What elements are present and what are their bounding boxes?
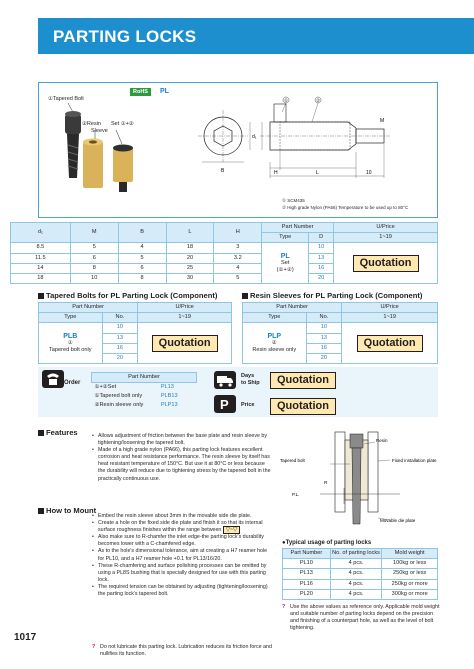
drawing-label-l: L bbox=[316, 170, 319, 176]
info-icon: ? bbox=[282, 604, 286, 610]
cell-d1: 14 bbox=[11, 263, 71, 273]
sleeves-paren: ② bbox=[271, 339, 277, 346]
cell-d: 10 bbox=[309, 243, 334, 253]
sleeves-th-uprice: U/Price bbox=[342, 303, 438, 313]
svg-text:P: P bbox=[220, 397, 229, 412]
list-item: • Made of a high grade nylon (PA66), this parting lock features excellent corrosion and heat resistance performance. The resin sleeve by itself has heat resistant temperature of 150°C. But use it at 80°C or less because the durability will reduce due to tightening stress by the tapered bolt in the practically continuous use. bbox=[92, 447, 272, 482]
drawing-label-h: H bbox=[274, 170, 278, 176]
page-number: 1017 bbox=[14, 632, 37, 643]
sleeves-th-part: Part Number bbox=[243, 303, 342, 313]
cell-d: 13 bbox=[309, 253, 334, 263]
bolts-section-title bbox=[38, 291, 217, 300]
order-desc: ①Tapered bolt only bbox=[94, 393, 143, 400]
cell-d: 20 bbox=[309, 273, 334, 283]
label-set: Set ①+② bbox=[111, 121, 134, 127]
cell-h: 4 bbox=[214, 263, 262, 273]
bolts-no: 16 bbox=[102, 343, 138, 353]
th-type: Type bbox=[262, 233, 309, 243]
usage-th-count: No. of parting locks bbox=[330, 549, 382, 559]
list-item: • Also make sure to R-chamfer the inlet edge-the parting lock's durability becomes lower with a C-chamfered edge. bbox=[92, 534, 272, 548]
cell-l: 18 bbox=[166, 243, 214, 253]
table-row bbox=[92, 383, 197, 393]
usage-note-text: Use the above values as reference only. Applicable mold weight and suitable number of parting locks depend on the precision and finishing of a counterpart hole, as well as the level of bolt tightening. bbox=[290, 604, 440, 632]
features-title-text: Features bbox=[46, 428, 78, 437]
usage-table bbox=[282, 548, 438, 600]
sleeves-no: 10 bbox=[306, 323, 342, 333]
price-quotation-badge: Quotation bbox=[270, 398, 336, 415]
drawing-label-d1: d₁ bbox=[252, 134, 257, 140]
list-item: • These R-chamfering and surface polishing processes can be omitted by using a PL8S bushing that is specially designed for use with this parting lock. bbox=[92, 563, 272, 584]
th-h: H bbox=[214, 223, 262, 243]
usage-cell: 100kg or less bbox=[382, 559, 438, 569]
order-desc: ②Resin sleeve only bbox=[94, 402, 144, 409]
label-tapered-bolt: ①Tapered Bolt bbox=[48, 96, 84, 102]
sleeves-th-type: Type bbox=[243, 313, 307, 323]
main-spec-table bbox=[10, 222, 438, 284]
product-illustration bbox=[50, 100, 140, 195]
bolts-no: 13 bbox=[102, 333, 138, 343]
price-label: Price bbox=[241, 402, 255, 408]
drawing-label-b: B bbox=[221, 168, 225, 174]
bolts-code: PLB bbox=[63, 332, 78, 340]
sleeves-th-range: 1~19 bbox=[342, 313, 438, 323]
sleeves-section-title bbox=[242, 291, 422, 300]
cell-l: 20 bbox=[166, 253, 214, 263]
th-d1: d₁ bbox=[11, 223, 71, 243]
sleeves-no: 16 bbox=[306, 343, 342, 353]
diagram-label-movable: Movable die plate bbox=[380, 518, 416, 523]
diagram-label-resin: Resin bbox=[376, 438, 388, 443]
diagram-label-tapered: Tapered bolt bbox=[280, 458, 305, 463]
sleeves-th-no: No. bbox=[306, 313, 342, 323]
type-set-2: (①+②) bbox=[276, 266, 294, 273]
mount-title-text: How to Mount bbox=[46, 506, 97, 515]
sleeves-type-cell bbox=[243, 323, 307, 364]
usage-cell: 250kg or more bbox=[382, 579, 438, 589]
label-sleeve: Sleeve bbox=[91, 128, 108, 134]
cell-h: 3 bbox=[214, 243, 262, 253]
diagram-label-r: R bbox=[324, 480, 328, 485]
bolts-type-cell bbox=[39, 323, 103, 364]
material-note-2: ② High grade Nylon (PA66) Temperature to be used up to 80°C bbox=[282, 205, 409, 210]
bolts-th-no: No. bbox=[102, 313, 138, 323]
order-table bbox=[91, 372, 197, 410]
th-part-number: Part Number bbox=[262, 223, 334, 233]
bolts-th-range: 1~19 bbox=[138, 313, 232, 323]
bolts-quotation-cell bbox=[138, 323, 232, 364]
drawing-label-2: ② bbox=[316, 98, 321, 103]
cell-l: 25 bbox=[166, 263, 214, 273]
usage-cell: 4 pcs. bbox=[330, 589, 382, 599]
bolts-title-text: Tapered Bolts for PL Parting Lock (Component) bbox=[46, 291, 218, 300]
usage-th-weight: Mold weight bbox=[382, 549, 438, 559]
bolts-th-uprice: U/Price bbox=[138, 303, 232, 313]
cell-d: 16 bbox=[309, 263, 334, 273]
th-l: L bbox=[166, 223, 214, 243]
table-row bbox=[92, 392, 197, 401]
cell-d1: 11.5 bbox=[11, 253, 71, 263]
mount-note-text: Do not lubricate this parting lock. Lubrication reduces its friction force and nullifies its function. bbox=[100, 644, 272, 658]
usage-cell: 250kg or less bbox=[382, 569, 438, 579]
phone-icon bbox=[42, 370, 64, 388]
order-code: PLB13 bbox=[160, 393, 178, 400]
list-item: • The required tension can be obtained by adjusting (tightening/loosening) the parting lock's tapered bolt. bbox=[92, 584, 272, 598]
mount-note bbox=[92, 644, 277, 658]
cell-b: 5 bbox=[118, 253, 166, 263]
usage-cell: PL20 bbox=[283, 589, 331, 599]
sleeves-no: 13 bbox=[306, 333, 342, 343]
usage-cell: PL13 bbox=[283, 569, 331, 579]
days-label-1: Days bbox=[241, 373, 255, 379]
drawing-label-1: ① bbox=[284, 98, 289, 103]
usage-note bbox=[282, 604, 442, 632]
cell-h: 3.2 bbox=[214, 253, 262, 263]
list-item: • As to the hole's dimensional tolerance, aim at creating a H7 reamer hole for PL10, and a H7 reamer hole +0.1 for PL13/16/20. bbox=[92, 548, 272, 562]
bolts-no: 10 bbox=[102, 323, 138, 333]
mount-item-text: Create a hole on the fixed side die plate and finish it so that its internal surface roughness finishes within the range between bbox=[98, 520, 263, 534]
technical-drawing bbox=[190, 92, 400, 202]
quotation-cell bbox=[334, 243, 438, 284]
table-row bbox=[11, 243, 438, 253]
usage-cell: 4 pcs. bbox=[330, 579, 382, 589]
usage-cell: 4 pcs. bbox=[330, 569, 382, 579]
quotation-badge: Quotation bbox=[357, 335, 423, 352]
cell-d1: 18 bbox=[11, 273, 71, 283]
bolts-th-part: Part Number bbox=[39, 303, 138, 313]
type-set-1: Set bbox=[280, 259, 290, 266]
sleeves-no: 20 bbox=[306, 353, 342, 363]
usage-title: ●Typical usage of parting locks bbox=[282, 540, 372, 546]
rohs-badge: RoHS bbox=[130, 88, 151, 96]
roughness-symbol: ▽~▽ bbox=[223, 526, 240, 534]
sleeves-table bbox=[242, 302, 438, 364]
bolts-th-type: Type bbox=[39, 313, 103, 323]
cell-b: 6 bbox=[118, 263, 166, 273]
diagram-label-pl: P.L. bbox=[292, 492, 300, 497]
usage-cell: 4 pcs. bbox=[330, 559, 382, 569]
sleeves-quotation-cell bbox=[342, 323, 438, 364]
bolts-table bbox=[38, 302, 232, 364]
installation-diagram bbox=[280, 428, 450, 538]
bolts-no: 20 bbox=[102, 353, 138, 363]
table-row bbox=[283, 589, 438, 599]
truck-icon bbox=[214, 371, 236, 389]
usage-cell: PL16 bbox=[283, 579, 331, 589]
order-th-part: Part Number bbox=[92, 373, 197, 383]
cell-m: 6 bbox=[70, 253, 118, 263]
usage-th-part: Part Number bbox=[283, 549, 331, 559]
usage-cell: PL10 bbox=[283, 559, 331, 569]
cell-d1: 8.5 bbox=[11, 243, 71, 253]
th-m: M bbox=[70, 223, 118, 243]
mount-title bbox=[38, 506, 96, 515]
days-quotation-badge: Quotation bbox=[270, 372, 336, 389]
type-cell bbox=[262, 243, 309, 284]
page-title: PARTING LOCKS bbox=[53, 27, 197, 46]
table-row bbox=[283, 569, 438, 579]
days-label-2: to Ship bbox=[241, 380, 260, 386]
label-resin: ②Resin bbox=[82, 121, 101, 127]
mount-list bbox=[92, 513, 272, 598]
bolts-paren: ① bbox=[67, 339, 73, 346]
table-row bbox=[283, 579, 438, 589]
price-icon bbox=[214, 395, 236, 413]
diagram-label-fixed: Fixed installation plate bbox=[392, 458, 437, 463]
features-list bbox=[92, 433, 272, 483]
cell-m: 8 bbox=[70, 263, 118, 273]
order-label: Order bbox=[64, 380, 81, 386]
sleeves-sub: Resin sleeve only bbox=[252, 346, 297, 353]
order-code: PL13 bbox=[160, 384, 174, 391]
cell-b: 8 bbox=[118, 273, 166, 283]
order-desc: ①+②Set bbox=[94, 384, 117, 391]
cell-m: 10 bbox=[70, 273, 118, 283]
th-range: 1~19 bbox=[334, 233, 438, 243]
list-item: • Embed the resin sleeve about 3mm in the movable side die plate. bbox=[92, 513, 272, 520]
sleeves-title-text: Resin Sleeves for PL Parting Lock (Component) bbox=[250, 291, 423, 300]
drawing-label-10: 10 bbox=[366, 170, 372, 176]
cell-b: 4 bbox=[118, 243, 166, 253]
info-icon: ? bbox=[92, 644, 96, 650]
product-code: PL bbox=[160, 88, 169, 95]
bolts-sub: Tapered bolt only bbox=[48, 346, 92, 353]
order-code: PLP13 bbox=[160, 402, 178, 409]
th-b: B bbox=[118, 223, 166, 243]
table-row bbox=[92, 401, 197, 410]
th-d: D bbox=[309, 233, 334, 243]
cell-l: 30 bbox=[166, 273, 214, 283]
list-item bbox=[92, 520, 272, 534]
cell-m: 5 bbox=[70, 243, 118, 253]
drawing-label-m: M bbox=[380, 118, 385, 124]
list-item: • Allows adjustment of friction between the base plate and resin sleeve by tightening/loosening the tapered bolt. bbox=[92, 433, 272, 447]
type-code: PL bbox=[280, 252, 290, 260]
cell-h: 5 bbox=[214, 273, 262, 283]
th-uprice: U/Price bbox=[334, 223, 438, 233]
material-note-1: ① SCM435 bbox=[282, 198, 305, 203]
usage-cell: 300kg or more bbox=[382, 589, 438, 599]
quotation-badge: Quotation bbox=[353, 255, 419, 272]
quotation-badge: Quotation bbox=[152, 335, 218, 352]
sleeves-code: PLP bbox=[267, 332, 282, 340]
features-title bbox=[38, 428, 78, 437]
table-row bbox=[283, 559, 438, 569]
